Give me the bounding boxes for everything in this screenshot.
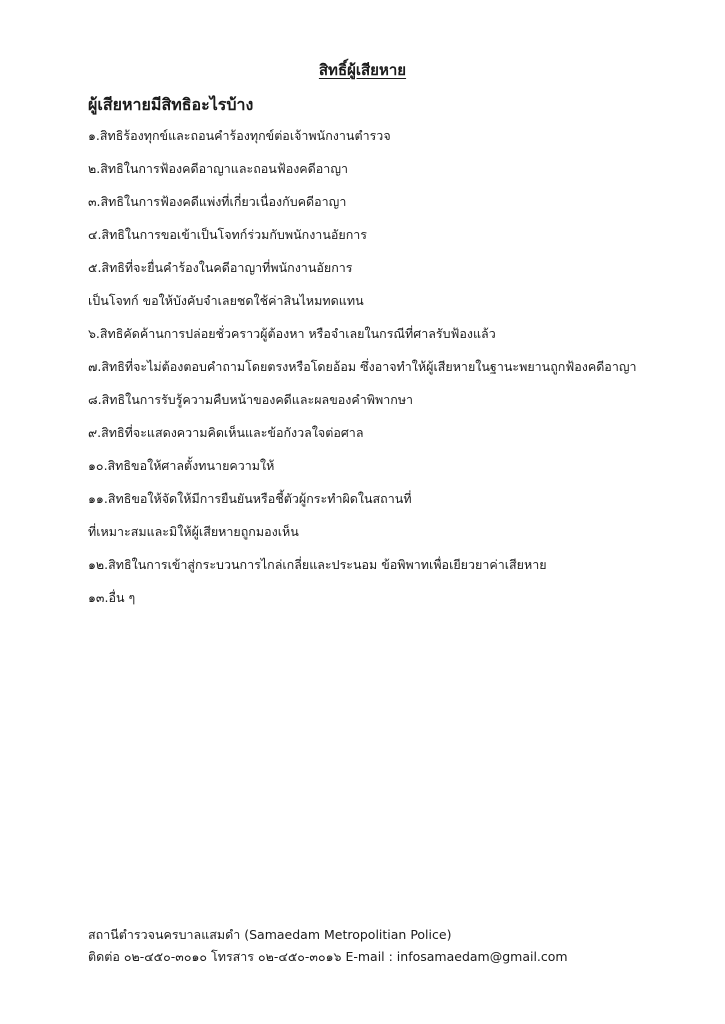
- document-subtitle: ผู้เสียหายมีสิทธิอะไรบ้าง: [88, 95, 254, 114]
- rights-line: ที่เหมาะสมและมิให้ผู้เสียหายถูกมองเห็น: [88, 524, 299, 539]
- rights-line: ๑๒.สิทธิในการเข้าสู่กระบวนการไกล่เกลี่ยและประนอม ข้อพิพาทเพื่อเยียวยาค่าเสียหาย: [88, 557, 547, 572]
- rights-line: เป็นโจทก์ ขอให้บังคับจำเลยชดใช้ค่าสินไหมทดแทน: [88, 293, 364, 308]
- footer-contact: ติดต่อ ๐๒-๔๕๐-๓๐๑๐ โทรสาร ๐๒-๔๕๐-๓๐๑๖ E-mail : infosamaedam@gmail.com: [88, 949, 568, 964]
- rights-line: ๓.สิทธิในการฟ้องคดีแพ่งที่เกี่ยวเนื่องกับคดีอาญา: [88, 194, 347, 209]
- rights-line: ๙.สิทธิที่จะแสดงความคิดเห็นและข้อกังวลใจต่อศาล: [88, 425, 364, 440]
- rights-line: ๗.สิทธิที่จะไม่ต้องตอบคำถามโดยตรงหรือโดยอ้อม ซึ่งอาจทำให้ผู้เสียหายในฐานะพยานถูกฟ้องคดีอาญา: [88, 359, 637, 374]
- rights-line: ๑๓.อื่น ๆ: [88, 590, 136, 605]
- rights-line: ๒.สิทธิในการฟ้องคดีอาญาและถอนฟ้องคดีอาญา: [88, 161, 348, 176]
- rights-line: ๑.สิทธิร้องทุกข์และถอนคำร้องทุกข์ต่อเจ้าพนักงานตำรวจ: [88, 128, 391, 143]
- rights-line: ๖.สิทธิคัดค้านการปล่อยชั่วคราวผู้ต้องหา หรือจำเลยในกรณีที่ศาลรับฟ้องแล้ว: [88, 326, 496, 341]
- document-title: สิทธิ์ผู้เสียหาย: [318, 61, 407, 79]
- rights-line: ๑๐.สิทธิขอให้ศาลตั้งทนายความให้: [88, 458, 275, 473]
- rights-list: [88, 124, 688, 619]
- footer: [88, 924, 708, 968]
- rights-line: ๕.สิทธิที่จะยื่นคำร้องในคดีอาญาที่พนักงานอัยการ: [88, 260, 353, 275]
- rights-line: ๘.สิทธิในการรับรู้ความคืบหน้าของคดีและผลของคำพิพากษา: [88, 392, 414, 407]
- footer-station: สถานีตำรวจนครบาลแสมดำ (Samaedam Metropolitian Police): [88, 927, 452, 942]
- rights-line: ๔.สิทธิในการขอเข้าเป็นโจทก์ร่วมกับพนักงานอัยการ: [88, 227, 367, 242]
- rights-line: ๑๑.สิทธิขอให้จัดให้มีการยืนยันหรือชี้ตัวผู้กระทำผิดในสถานที่: [88, 491, 412, 506]
